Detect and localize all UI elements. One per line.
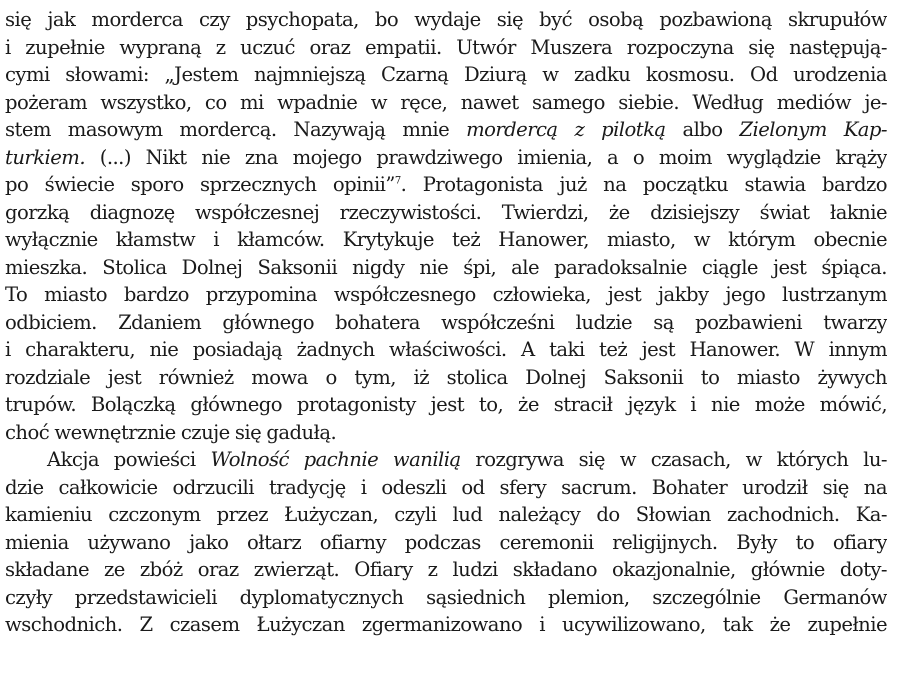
text-line	[5, 199, 887, 227]
text-run: rozdziale jest również mowa o tym, iż stolica Dolnej Saksonii to miasto żywych	[5, 365, 887, 389]
text-run: albo	[665, 118, 740, 141]
text-line	[5, 254, 887, 282]
text-run: stem masowym mordercą. Nazywają mnie	[5, 118, 467, 141]
text-run: wschodnich. Z czasem Łużyczan zgermanizowano i ucywilizowano, tak że zupełnie	[5, 613, 887, 636]
text-line	[5, 336, 887, 364]
text-line	[5, 281, 887, 309]
text-line	[5, 89, 887, 117]
text-run: po świecie sporo sprzecznych opinii”	[5, 173, 395, 196]
italic-title: Wolność pachnie wanilią	[210, 448, 461, 471]
text-run: i charakteru, nie posiadają żadnych właściwości. A taki też jest Hanower. W innym	[5, 338, 887, 361]
text-line	[5, 529, 887, 557]
text-run: odbiciem. Zdaniem głównego bohatera współcześni ludzie są pozbawieni twarzy	[5, 310, 887, 334]
paragraph	[5, 446, 887, 639]
text-line	[5, 556, 887, 584]
text-line	[5, 6, 887, 34]
text-line	[5, 501, 887, 529]
body-text	[5, 6, 887, 639]
text-run: rozgrywa się w czasach, w których lu-	[460, 448, 887, 471]
text-line	[5, 61, 887, 89]
text-line	[5, 364, 887, 392]
text-run: (...) Nikt nie zna mojego prawdziwego imienia, a o moim wyglądzie krąży	[85, 145, 887, 169]
text-run: . Protagonista już na początku stawia bardzo	[400, 173, 887, 196]
text-run: kamieniu czczonym przez Łużyczan, czyli lud należący do Słowian zachodnich. Ka-	[5, 503, 887, 526]
text-run: składane ze zbóż oraz zwierząt. Ofiary z ludzi składano okazjonalnie, głównie doty-	[5, 558, 887, 581]
text-run: dzie całkowicie odrzucili tradycję i odeszli od sfery sacrum. Bohater urodził się na	[5, 475, 887, 499]
italic-title: Zielonym Kap-	[739, 118, 887, 141]
text-run: cymi słowami: „Jestem najmniejszą Czarną Dziurą w zadku kosmosu. Od urodzenia	[5, 63, 887, 86]
text-line	[5, 611, 887, 639]
text-run: czyły przedstawicieli dyplomatycznych sąsiednich plemion, szczególnie Germanów	[5, 585, 887, 609]
text-line	[5, 446, 887, 474]
italic-title: mordercą z pilotką	[466, 118, 666, 141]
text-line	[5, 116, 887, 144]
text-line	[5, 144, 887, 172]
text-run: pożeram wszystko, co mi wpadnie w ręce, nawet samego siebie. Według mediów je-	[5, 90, 887, 114]
text-run: i zupełnie wypraną z uczuć oraz empatii. Utwór Muszera rozpoczyna się następują-	[5, 35, 887, 59]
text-line	[5, 226, 887, 254]
text-run: To miasto bardzo przypomina współczesnego człowieka, jest jakby jego lustrzanym	[5, 283, 887, 306]
text-line	[5, 474, 887, 502]
text-line	[5, 584, 887, 612]
text-line	[5, 34, 887, 62]
text-line	[5, 309, 887, 337]
text-run: mienia używano jako ołtarz ofiarny podczas ceremonii religijnych. Były to ofiary	[5, 530, 887, 554]
text-run: Akcja powieści	[47, 448, 211, 471]
text-line	[5, 391, 887, 419]
text-run: mieszka. Stolica Dolnej Saksonii nigdy nie śpi, ale paradoksalnie ciągle jest śpiąca.	[5, 255, 887, 279]
text-run: się jak morderca czy psychopata, bo wydaje się być osobą pozbawioną skrupułów	[5, 8, 887, 31]
footnote-marker: 7	[394, 175, 401, 187]
text-run: trupów. Bolączką głównego protagonisty jest to, że stracił język i nie może mówić,	[5, 393, 887, 416]
italic-title: turkiem.	[5, 145, 86, 169]
text-line	[5, 171, 887, 199]
text-run: wyłącznie kłamstw i kłamców. Krytykuje też Hanower, miasto, w którym obecnie	[5, 228, 887, 251]
text-line	[5, 419, 887, 447]
text-run: gorzką diagnozę współczesnej rzeczywistości. Twierdzi, że dzisiejszy świat łaknie	[5, 200, 887, 224]
text-run: choć wewnętrznie czuje się gadułą.	[5, 420, 337, 444]
paragraph	[5, 6, 887, 446]
